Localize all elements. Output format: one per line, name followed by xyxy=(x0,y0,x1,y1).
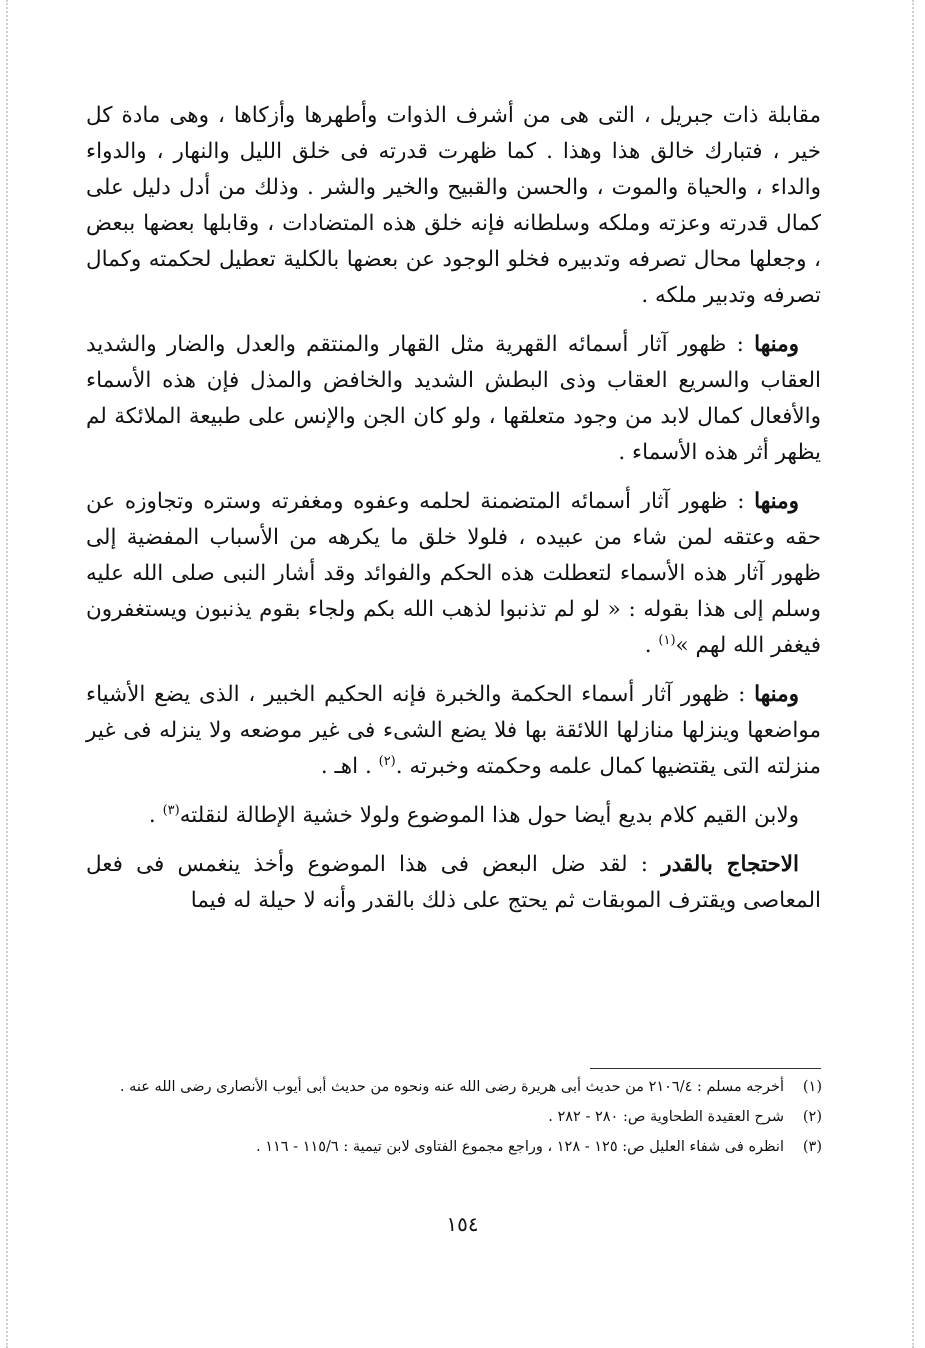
section-heading: الاحتجاج بالقدر xyxy=(661,852,800,877)
footnote-text: شرح العقيدة الطحاوية ص: ٢٨٠ - ٢٨٢ . xyxy=(548,1109,784,1125)
paragraph-text: : ظهور آثار أسمائه المتضمنة لحلمه وعفوه ومغفرته وستره وتجاوزه عن حقه وعتقه لمن شاء من عبيده ، فلولا خلق ما يكرهه من الأسباب المفضية إلى ظهور آثار هذه الأسماء لتعطلت هذه الحكم والفوائد وقد أشار النبى صلى الله عليه وسلم إلى هذا بقوله : « لو لم تذنبوا لذهب الله بكم ولجاء بقوم يذنبون ويستغفرون فيغفر الله لهم » xyxy=(86,489,821,658)
page-number: ١٥٤ xyxy=(446,1212,479,1236)
paragraph-tail: . xyxy=(148,803,163,828)
footnote-number: (١) xyxy=(802,1079,822,1095)
paragraph-3 xyxy=(86,484,821,664)
footnote-2 xyxy=(100,1104,822,1130)
paragraph-text: : لقد ضل البعض فى هذا الموضوع وأخذ ينغمس فى فعل المعاصى ويقترف الموبقات ثم يحتج على ذلك بالقدر وأنه لا حيلة له فيما xyxy=(86,852,821,913)
footnote-marker: (٣) xyxy=(162,802,180,818)
footnote-marker: (١) xyxy=(658,632,676,648)
paragraph-6 xyxy=(86,847,821,919)
paragraph-tail: . xyxy=(644,633,659,658)
footnote-number: (٣) xyxy=(802,1139,822,1155)
paragraph-text: مقابلة ذات جبريل ، التى هى من أشرف الذوات وأطهرها وأزكاها ، وهى مادة كل خير ، فتبارك خالق هذا وهذا . كما ظهرت قدرته فى خلق الليل والنهار ، والدواء والداء ، والحياة والموت ، والحسن والقبيح والخير والشر . وذلك من أدل دليل على كمال قدرته وعزته وملكه وسلطانه فإنه خلق هذه المتضادات ، وقابلها بعضها ببعض ، وجعلها محال تصرفه وتدبيره فخلو الوجود عن بعضها بالكلية تعطيل لحكمته وكمال تصرفه وتدبير ملكه . xyxy=(86,103,821,308)
paragraph-text: : ظهور آثار أسماء الحكمة والخبرة فإنه الحكيم الخبير ، الذى يضع الأشياء مواضعها وينزلها منازلها اللائقة بها فلا يضع الشىء فى غير موضعه ولا ينزله فى غير منزلته التى يقتضيها كمال علمه وحكمته وخبرته . xyxy=(86,682,821,779)
paragraph-4 xyxy=(86,677,821,785)
footnote-number: (٢) xyxy=(802,1109,822,1125)
paragraph-lead: ومنها xyxy=(754,332,799,357)
footnotes xyxy=(100,1074,822,1164)
paragraph-5 xyxy=(86,798,821,834)
paragraph-tail: . اهـ . xyxy=(320,754,379,779)
footnote-3 xyxy=(100,1134,822,1160)
footnote-text: أخرجه مسلم : ٢١٠٦/٤ من حديث أبى هريرة رضى الله عنه ونحوه من حديث أبى أيوب الأنصارى رضى الله عنه . xyxy=(119,1079,784,1095)
scan-edge-right xyxy=(912,0,914,1348)
paragraph-text: : ظهور آثار أسمائه القهرية مثل القهار والمنتقم والعدل والضار والشديد العقاب والسريع العقاب وذى البطش الشديد والخافض والمذل فإن هذه الأسماء والأفعال كمال لابد من وجود متعلقها ، ولو كان الجن والإنس على طبيعة الملائكة لم يظهر أثر هذه الأسماء . xyxy=(86,332,821,465)
footnote-text: انظره فى شفاء العليل ص: ١٢٥ - ١٢٨ ، وراجع مجموع الفتاوى لابن تيمية : ١١٥/٦ - ١١٦ . xyxy=(255,1139,784,1155)
paragraph-1 xyxy=(86,98,821,314)
footnote-divider xyxy=(590,1068,821,1069)
paragraph-lead: ومنها xyxy=(754,682,799,707)
paragraph-lead: ومنها xyxy=(754,489,799,514)
scan-edge-left xyxy=(6,0,8,1348)
footnote-marker: (٢) xyxy=(378,753,396,769)
paragraph-2 xyxy=(86,327,821,471)
main-text xyxy=(86,98,821,932)
footnote-1 xyxy=(100,1074,822,1100)
paragraph-text: ولابن القيم كلام بديع أيضا حول هذا الموضوع ولولا خشية الإطالة لنقلته xyxy=(179,803,799,828)
